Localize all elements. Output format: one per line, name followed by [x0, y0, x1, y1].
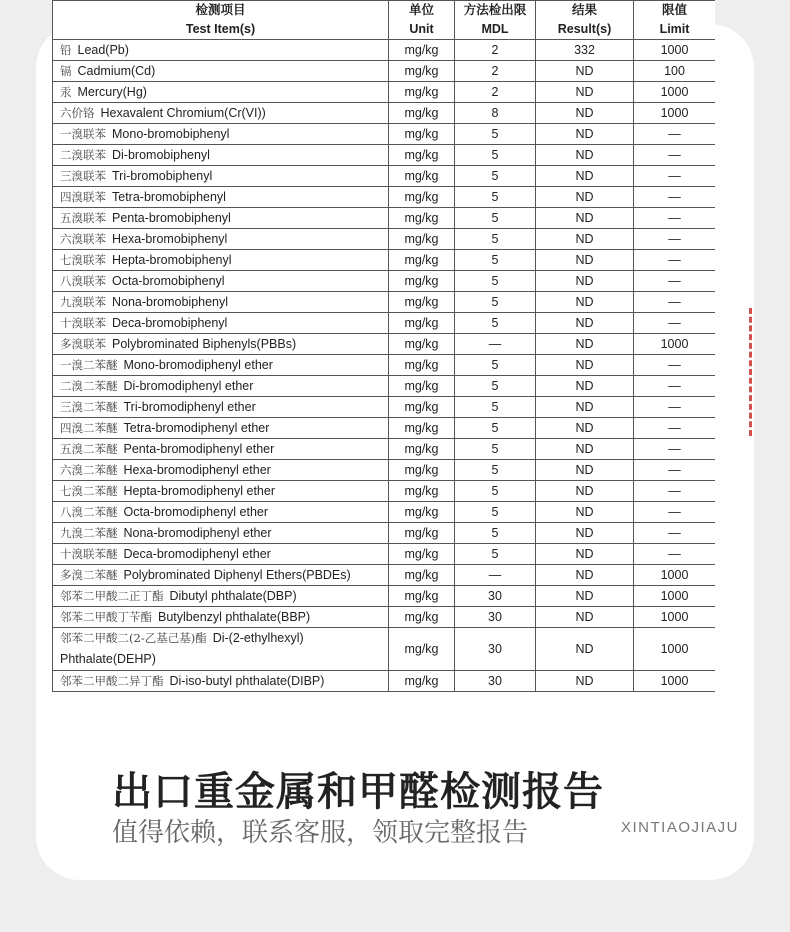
unit-cell: mg/kg	[389, 166, 455, 187]
unit-cell: mg/kg	[389, 418, 455, 439]
test-item-en: Dibutyl phthalate(DBP)	[169, 589, 297, 603]
header-limit: 限值 Limit	[634, 1, 716, 40]
mdl-cell: 5	[455, 397, 536, 418]
limit-cell: 1000	[634, 607, 716, 628]
test-item-cn: 九溴二苯醚	[60, 526, 118, 540]
table-row	[53, 145, 716, 166]
table-row	[53, 355, 716, 376]
mdl-cell: 5	[455, 418, 536, 439]
test-item-cn: 八溴联苯	[60, 274, 106, 288]
mdl-cell: 30	[455, 586, 536, 607]
table-row	[53, 523, 716, 544]
mdl-cell: 5	[455, 313, 536, 334]
test-item-cell	[53, 586, 389, 607]
limit-cell: —	[634, 355, 716, 376]
table-row	[53, 544, 716, 565]
test-item-en: Penta-bromodiphenyl ether	[123, 442, 275, 456]
test-report	[52, 0, 715, 724]
test-item-en: Octa-bromobiphenyl	[112, 274, 225, 288]
limit-cell: —	[634, 397, 716, 418]
test-item-cell	[53, 61, 389, 82]
test-item-cell	[53, 671, 389, 692]
mdl-cell: 5	[455, 544, 536, 565]
test-item-cell	[53, 439, 389, 460]
unit-cell: mg/kg	[389, 628, 455, 671]
mdl-cell: 5	[455, 124, 536, 145]
result-cell: ND	[536, 628, 634, 671]
test-item-cn: 铅	[60, 43, 72, 57]
unit-cell: mg/kg	[389, 292, 455, 313]
test-item-cn: 四溴联苯	[60, 190, 106, 204]
limit-cell: 1000	[634, 671, 716, 692]
test-item-cn: 邻苯二甲酸二正丁酯	[60, 589, 164, 603]
limit-cell: —	[634, 481, 716, 502]
unit-cell: mg/kg	[389, 355, 455, 376]
test-item-cn: 汞	[60, 85, 72, 99]
red-stamp-fragment	[749, 308, 758, 436]
test-item-cn: 九溴联苯	[60, 295, 106, 309]
mdl-cell: 30	[455, 628, 536, 671]
limit-cell: 1000	[634, 628, 716, 671]
test-item-cell	[53, 418, 389, 439]
test-item-en: Polybrominated Diphenyl Ethers(PBDEs)	[123, 568, 351, 582]
test-item-en: Nona-bromodiphenyl ether	[123, 526, 272, 540]
test-item-cn: 六溴二苯醚	[60, 463, 118, 477]
limit-cell: —	[634, 166, 716, 187]
table-row	[53, 82, 716, 103]
limit-cell: 1000	[634, 565, 716, 586]
limit-cell: 1000	[634, 40, 716, 61]
test-item-cn: 三溴二苯醚	[60, 400, 118, 414]
result-cell: ND	[536, 565, 634, 586]
test-item-cn: 二溴联苯	[60, 148, 106, 162]
limit-cell: —	[634, 418, 716, 439]
test-item-en: Mono-bromobiphenyl	[112, 127, 230, 141]
test-item-en: Tetra-bromobiphenyl	[112, 190, 226, 204]
result-cell: ND	[536, 229, 634, 250]
table-row	[53, 628, 716, 671]
mdl-cell: 5	[455, 376, 536, 397]
test-item-cn: 六溴联苯	[60, 232, 106, 246]
result-cell: ND	[536, 103, 634, 124]
result-cell: ND	[536, 292, 634, 313]
unit-cell: mg/kg	[389, 271, 455, 292]
result-cell: ND	[536, 397, 634, 418]
limit-cell: —	[634, 250, 716, 271]
results-table	[52, 0, 715, 692]
mdl-cell: —	[455, 334, 536, 355]
mdl-cell: 5	[455, 166, 536, 187]
test-item-cell	[53, 355, 389, 376]
test-item-en: Tri-bromodiphenyl ether	[123, 400, 256, 414]
table-row	[53, 292, 716, 313]
test-item-cell	[53, 250, 389, 271]
unit-cell: mg/kg	[389, 208, 455, 229]
result-cell: ND	[536, 313, 634, 334]
limit-cell: 1000	[634, 82, 716, 103]
limit-cell: —	[634, 544, 716, 565]
test-item-en: Di-iso-butyl phthalate(DIBP)	[169, 674, 325, 688]
test-item-cn: 二溴二苯醚	[60, 379, 118, 393]
table-row	[53, 481, 716, 502]
test-item-en: Penta-bromobiphenyl	[112, 211, 231, 225]
test-item-cn: 六价铬	[60, 106, 95, 120]
test-item-en: Cadmium(Cd)	[77, 64, 156, 78]
test-item-cn: 邻苯二甲酸丁苄酯	[60, 610, 152, 624]
table-row	[53, 40, 716, 61]
unit-cell: mg/kg	[389, 376, 455, 397]
result-cell: ND	[536, 82, 634, 103]
result-cell: ND	[536, 502, 634, 523]
table-row	[53, 208, 716, 229]
mdl-cell: 5	[455, 502, 536, 523]
unit-cell: mg/kg	[389, 544, 455, 565]
test-item-cn: 三溴联苯	[60, 169, 106, 183]
test-item-cell	[53, 208, 389, 229]
test-item-en: Di-bromodiphenyl ether	[123, 379, 254, 393]
result-cell: ND	[536, 355, 634, 376]
result-cell: ND	[536, 376, 634, 397]
limit-cell: —	[634, 502, 716, 523]
limit-cell: —	[634, 292, 716, 313]
unit-cell: mg/kg	[389, 334, 455, 355]
table-row	[53, 166, 716, 187]
limit-cell: 1000	[634, 586, 716, 607]
test-item-en: Hepta-bromodiphenyl ether	[123, 484, 275, 498]
test-item-en: Mono-bromodiphenyl ether	[123, 358, 273, 372]
unit-cell: mg/kg	[389, 481, 455, 502]
mdl-cell: 8	[455, 103, 536, 124]
brand-name: XINTIAOJIAJU	[621, 819, 740, 836]
test-item-cn: 一溴联苯	[60, 127, 106, 141]
table-row	[53, 229, 716, 250]
test-item-cell	[53, 628, 389, 671]
test-item-cell	[53, 229, 389, 250]
test-item-cell	[53, 313, 389, 334]
unit-cell: mg/kg	[389, 397, 455, 418]
limit-cell: —	[634, 313, 716, 334]
mdl-cell: 5	[455, 292, 536, 313]
test-item-en: Polybrominated Biphenyls(PBBs)	[112, 337, 297, 351]
table-row	[53, 397, 716, 418]
test-item-cell	[53, 502, 389, 523]
test-item-cn: 四溴二苯醚	[60, 421, 118, 435]
header-unit: 单位 Unit	[389, 1, 455, 40]
test-item-cell	[53, 292, 389, 313]
table-row	[53, 187, 716, 208]
test-item-cell	[53, 82, 389, 103]
table-row	[53, 460, 716, 481]
mdl-cell: 30	[455, 607, 536, 628]
mdl-cell: 5	[455, 439, 536, 460]
result-cell: ND	[536, 334, 634, 355]
mdl-cell: —	[455, 565, 536, 586]
limit-cell: —	[634, 376, 716, 397]
unit-cell: mg/kg	[389, 313, 455, 334]
test-item-cn: 七溴联苯	[60, 253, 106, 267]
test-item-en: Nona-bromobiphenyl	[112, 295, 229, 309]
table-row	[53, 418, 716, 439]
header-result: 结果 Result(s)	[536, 1, 634, 40]
result-cell: ND	[536, 145, 634, 166]
test-item-cell	[53, 166, 389, 187]
mdl-cell: 2	[455, 61, 536, 82]
table-row	[53, 671, 716, 692]
test-item-cell	[53, 607, 389, 628]
result-cell: ND	[536, 460, 634, 481]
unit-cell: mg/kg	[389, 250, 455, 271]
test-item-cn: 八溴二苯醚	[60, 505, 118, 519]
test-item-cell	[53, 103, 389, 124]
mdl-cell: 5	[455, 355, 536, 376]
table-row	[53, 103, 716, 124]
mdl-cell: 30	[455, 671, 536, 692]
result-cell: 332	[536, 40, 634, 61]
table-row	[53, 313, 716, 334]
mdl-cell: 5	[455, 145, 536, 166]
test-item-cn: 十溴联苯醚	[60, 547, 118, 561]
unit-cell: mg/kg	[389, 229, 455, 250]
result-cell: ND	[536, 271, 634, 292]
limit-cell: —	[634, 208, 716, 229]
mdl-cell: 5	[455, 208, 536, 229]
test-item-cell	[53, 334, 389, 355]
page-title: 出口重金属和甲醛检测报告	[112, 770, 604, 814]
limit-cell: —	[634, 145, 716, 166]
results-body	[53, 40, 716, 692]
header-mdl: 方法检出限 MDL	[455, 1, 536, 40]
test-item-cell	[53, 523, 389, 544]
unit-cell: mg/kg	[389, 586, 455, 607]
limit-cell: —	[634, 124, 716, 145]
test-item-cell	[53, 271, 389, 292]
test-item-cn: 镉	[60, 64, 72, 78]
unit-cell: mg/kg	[389, 460, 455, 481]
unit-cell: mg/kg	[389, 439, 455, 460]
unit-cell: mg/kg	[389, 607, 455, 628]
test-item-cn: 五溴二苯醚	[60, 442, 118, 456]
unit-cell: mg/kg	[389, 145, 455, 166]
test-item-cell	[53, 376, 389, 397]
test-item-en: Tetra-bromodiphenyl ether	[123, 421, 270, 435]
unit-cell: mg/kg	[389, 103, 455, 124]
limit-cell: —	[634, 271, 716, 292]
result-cell: ND	[536, 523, 634, 544]
unit-cell: mg/kg	[389, 187, 455, 208]
result-cell: ND	[536, 439, 634, 460]
unit-cell: mg/kg	[389, 502, 455, 523]
table-row	[53, 607, 716, 628]
result-cell: ND	[536, 586, 634, 607]
table-row	[53, 565, 716, 586]
test-item-cell	[53, 124, 389, 145]
limit-cell: —	[634, 460, 716, 481]
result-cell: ND	[536, 61, 634, 82]
test-item-en: Butylbenzyl phthalate(BBP)	[158, 610, 311, 624]
test-item-cell	[53, 460, 389, 481]
test-item-cn: 多溴联苯	[60, 337, 106, 351]
result-cell: ND	[536, 187, 634, 208]
test-item-en: Di-(2-ethylhexyl) Phthalate(DEHP)	[60, 631, 304, 666]
table-row	[53, 61, 716, 82]
test-item-en: Deca-bromodiphenyl ether	[123, 547, 271, 561]
mdl-cell: 5	[455, 523, 536, 544]
unit-cell: mg/kg	[389, 82, 455, 103]
test-item-en: Hexa-bromodiphenyl ether	[123, 463, 271, 477]
test-item-en: Lead(Pb)	[77, 43, 129, 57]
test-item-cn: 多溴二苯醚	[60, 568, 118, 582]
test-item-cn: 五溴联苯	[60, 211, 106, 225]
header-test-item: 检测项目 Test Item(s)	[53, 1, 389, 40]
test-item-en: Hexavalent Chromium(Cr(VI))	[100, 106, 266, 120]
test-item-en: Deca-bromobiphenyl	[112, 316, 228, 330]
table-row	[53, 250, 716, 271]
limit-cell: 1000	[634, 334, 716, 355]
test-item-cn: 邻苯二甲酸二异丁酯	[60, 674, 164, 688]
unit-cell: mg/kg	[389, 124, 455, 145]
result-cell: ND	[536, 481, 634, 502]
test-item-cell	[53, 145, 389, 166]
mdl-cell: 2	[455, 40, 536, 61]
limit-cell: —	[634, 523, 716, 544]
test-item-cn: 邻苯二甲酸二(2-乙基己基)酯	[60, 631, 207, 645]
table-row	[53, 271, 716, 292]
table-header-row	[53, 1, 716, 40]
table-row	[53, 376, 716, 397]
test-item-en: Mercury(Hg)	[77, 85, 147, 99]
limit-cell: —	[634, 187, 716, 208]
test-item-cn: 一溴二苯醚	[60, 358, 118, 372]
test-item-en: Tri-bromobiphenyl	[112, 169, 213, 183]
result-cell: ND	[536, 544, 634, 565]
test-item-cell	[53, 481, 389, 502]
test-item-en: Octa-bromodiphenyl ether	[123, 505, 269, 519]
mdl-cell: 5	[455, 481, 536, 502]
test-item-cell	[53, 565, 389, 586]
limit-cell: —	[634, 229, 716, 250]
result-cell: ND	[536, 671, 634, 692]
limit-cell: 100	[634, 61, 716, 82]
table-row	[53, 502, 716, 523]
table-row	[53, 586, 716, 607]
test-item-cn: 十溴联苯	[60, 316, 106, 330]
mdl-cell: 5	[455, 271, 536, 292]
mdl-cell: 2	[455, 82, 536, 103]
mdl-cell: 5	[455, 250, 536, 271]
test-item-cell	[53, 40, 389, 61]
table-row	[53, 124, 716, 145]
result-cell: ND	[536, 166, 634, 187]
mdl-cell: 5	[455, 187, 536, 208]
result-cell: ND	[536, 250, 634, 271]
result-cell: ND	[536, 607, 634, 628]
mdl-cell: 5	[455, 229, 536, 250]
test-item-cell	[53, 544, 389, 565]
table-row	[53, 334, 716, 355]
unit-cell: mg/kg	[389, 40, 455, 61]
mdl-cell: 5	[455, 460, 536, 481]
limit-cell: 1000	[634, 103, 716, 124]
test-item-en: Di-bromobiphenyl	[112, 148, 210, 162]
test-item-cell	[53, 187, 389, 208]
test-item-en: Hexa-bromobiphenyl	[112, 232, 228, 246]
unit-cell: mg/kg	[389, 61, 455, 82]
page-subtitle: 值得依赖，联系客服，领取完整报告	[112, 817, 529, 847]
result-cell: ND	[536, 208, 634, 229]
unit-cell: mg/kg	[389, 565, 455, 586]
result-cell: ND	[536, 418, 634, 439]
limit-cell: —	[634, 439, 716, 460]
table-row	[53, 439, 716, 460]
test-item-cell	[53, 397, 389, 418]
result-cell: ND	[536, 124, 634, 145]
unit-cell: mg/kg	[389, 671, 455, 692]
unit-cell: mg/kg	[389, 523, 455, 544]
test-item-en: Hepta-bromobiphenyl	[112, 253, 232, 267]
test-item-cn: 七溴二苯醚	[60, 484, 118, 498]
